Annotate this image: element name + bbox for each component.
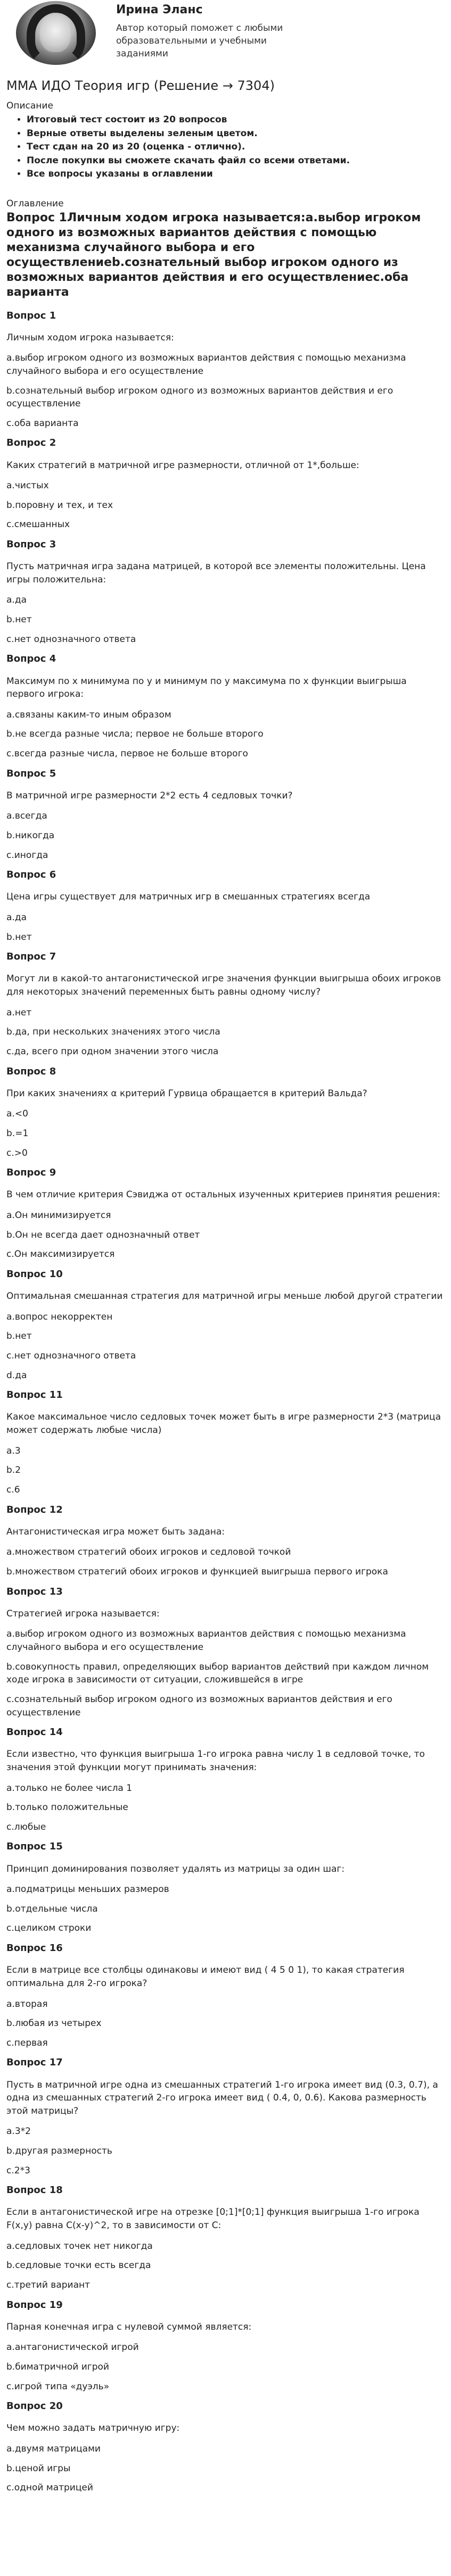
answer-option: b.нет <box>6 1331 32 1342</box>
question-text: Парная конечная игра с нулевой суммой является: <box>6 2321 252 2332</box>
question-12 <box>6 1503 445 1579</box>
description-item: • Тест сдан на 20 из 20 (оценка - отлично). <box>27 140 445 154</box>
question-title: Вопрос 11 <box>6 1389 63 1401</box>
answer-option: a.да <box>6 912 27 923</box>
answer-option: a.всегда <box>6 811 47 822</box>
question-text: В чем отличие критерия Сэвиджа от остальных изученных критериев принятия решения: <box>6 1189 440 1201</box>
answer-option: b.биматричной игрой <box>6 2362 109 2373</box>
question-text: В матричной игре размерности 2*2 есть 4 седловых точки? <box>6 790 293 801</box>
answer-option: b.нет <box>6 931 32 943</box>
answer-option: c.нет однозначного ответа <box>6 1350 136 1361</box>
question-title: Вопрос 2 <box>6 437 56 449</box>
avatar[interactable] <box>16 1 96 65</box>
answer-option: c.любые <box>6 1821 46 1832</box>
question-title: Вопрос 6 <box>6 869 56 881</box>
answer-option: b.да, при нескольких значениях этого числа <box>6 1027 220 1038</box>
answer-option: b.не всегда разные числа; первое не больше второго <box>6 729 264 740</box>
question-title: Вопрос 7 <box>6 951 56 963</box>
description-item: • Верные ответы выделены зеленым цветом. <box>27 127 445 141</box>
answer-option: c.целиком строки <box>6 1923 92 1934</box>
question-5 <box>6 767 445 862</box>
answer-option: c.одной матрицей <box>6 2482 93 2494</box>
answer-option: a.вторая <box>6 1998 48 2010</box>
question-text: Антагонистическая игра может быть задана: <box>6 1526 225 1537</box>
question-text: При каких значениях α критерий Гурвица обращается в критерий Вальда? <box>6 1088 367 1099</box>
question-title: Вопрос 18 <box>6 2185 63 2196</box>
answer-option: a.выбор игроком одного из возможных вариантов действия с помощью механизма случайного выбора и его осуществление <box>6 1629 406 1653</box>
answer-option: b.=1 <box>6 1128 29 1139</box>
question-19 <box>6 2298 445 2394</box>
question-18 <box>6 2183 445 2291</box>
toc-text: Вопрос 1Личным ходом игрока называется:а.выбор игроком одного из возможных вариантов действия с помощью механизма случайного выбора и его осуществлениеb.сознательный выбор игроком одного из возможных вариантов действия и его осуществлениес.оба варианта <box>6 211 421 299</box>
question-16 <box>6 1941 445 2049</box>
answer-option: a.двумя матрицами <box>6 2444 101 2455</box>
question-title: Вопрос 15 <box>6 1841 63 1853</box>
answer-option: a.подматрицы меньших размеров <box>6 1884 169 1895</box>
questions-list <box>6 309 445 2495</box>
question-4 <box>6 652 445 760</box>
question-title: Вопрос 17 <box>6 2057 63 2069</box>
question-text: Цена игры существует для матричных игр в смешанных стратегиях всегда <box>6 891 371 903</box>
question-title: Вопрос 19 <box>6 2299 63 2311</box>
answer-option: c.игрой типа «дуэль» <box>6 2381 110 2392</box>
question-text: Стратегией игрока называется: <box>6 1608 160 1619</box>
question-title: Вопрос 10 <box>6 1268 63 1280</box>
answer-option: c.смешанных <box>6 519 70 530</box>
avatar-face <box>40 13 71 52</box>
answer-option: d.да <box>6 1370 27 1381</box>
answer-option: c.всегда разные числа, первое не больше второго <box>6 748 248 760</box>
answer-option: b.2 <box>6 1465 21 1476</box>
answer-option: a.<0 <box>6 1108 28 1120</box>
answer-option: c.первая <box>6 2037 48 2048</box>
answer-option: b.сознательный выбор игроком одного из возможных вариантов действия и его осуществление <box>6 385 393 410</box>
question-6 <box>6 868 445 944</box>
answer-option: a.вопрос некорректен <box>6 1311 113 1322</box>
question-9 <box>6 1166 445 1261</box>
author-header <box>6 0 445 69</box>
question-title: Вопрос 14 <box>6 1727 63 1738</box>
question-text: Чем можно задать матричную игру: <box>6 2423 180 2434</box>
question-title: Вопрос 20 <box>6 2400 63 2412</box>
question-title: Вопрос 4 <box>6 653 56 665</box>
author-description: Автор который поможет с любыми образовательными и учебными заданиями <box>116 23 283 59</box>
answer-option: a.3*2 <box>6 2126 31 2137</box>
question-title: Вопрос 12 <box>6 1504 63 1515</box>
question-title: Вопрос 5 <box>6 768 56 779</box>
answer-option: c.оба варианта <box>6 418 79 429</box>
answer-option: b.совокупность правил, определяющих выбор вариантов действий при каждом личном ходе игрока в зависимости от ситуации, сложившейся в игре <box>6 1661 429 1686</box>
answer-option: a.нет <box>6 1007 32 1018</box>
question-text: Если в матрице все столбцы одинаковы и имеют вид ( 4 5 0 1), то какая стратегия оптимальна для 2-го игрока? <box>6 1965 405 1989</box>
question-11 <box>6 1388 445 1496</box>
question-text: Пусть в матричной игре одна из смешанных стратегий 1-го игрока имеет вид (0.3, 0.7), а одна из смешанных стратегий 2-го игрока имеет вид ( 0.4, 0, 0.6). Какова размерность этой матрицы? <box>6 2079 438 2116</box>
answer-option: b.множеством стратегий обоих игроков и функцией выигрыша первого игрока <box>6 1566 388 1577</box>
answer-option: a.3 <box>6 1445 21 1456</box>
question-1 <box>6 309 445 430</box>
question-17 <box>6 2056 445 2177</box>
answer-option: a.чистых <box>6 480 49 491</box>
author-info <box>96 1 308 61</box>
question-title: Вопрос 16 <box>6 1943 63 1954</box>
question-text: Какое максимальное число седловых точек может быть в игре размерности 2*3 (матрица может содержать любые числа) <box>6 1412 441 1436</box>
answer-option: b.седловые точки есть всегда <box>6 2260 151 2271</box>
answer-option: a.седловых точек нет никогда <box>6 2240 153 2252</box>
question-title: Вопрос 1 <box>6 310 56 321</box>
description-item: • Все вопросы указаны в оглавлении <box>27 168 445 181</box>
answer-option: b.отдельные числа <box>6 1903 98 1914</box>
question-7 <box>6 950 445 1058</box>
author-name[interactable]: Ирина Эланс <box>116 3 203 16</box>
question-title: Вопрос 8 <box>6 1065 56 1077</box>
answer-option: a.выбор игроком одного из возможных вариантов действия с помощью механизма случайного выбора и его осуществление <box>6 353 406 377</box>
answer-option: b.никогда <box>6 830 55 841</box>
answer-option: b.только положительные <box>6 1802 128 1813</box>
toc-label: Оглавление <box>6 198 64 209</box>
answer-option: b.любая из четырех <box>6 2018 102 2029</box>
description-item: • Итоговый тест состоит из 20 вопросов <box>27 113 445 127</box>
question-3 <box>6 538 445 646</box>
question-2 <box>6 436 445 531</box>
question-text: Оптимальная смешанная стратегия для матричной игры меньше любой другой стратегии <box>6 1291 443 1302</box>
answer-option: b.Он не всегда дает однозначный ответ <box>6 1229 200 1240</box>
question-title: Вопрос 9 <box>6 1167 56 1179</box>
question-title: Вопрос 3 <box>6 539 56 551</box>
answer-option: c.6 <box>6 1484 20 1495</box>
answer-option: c.третий вариант <box>6 2280 91 2291</box>
question-text: Каких стратегий в матричной игре размерности, отличной от 1*,больше: <box>6 460 359 471</box>
answer-option: a.множеством стратегий обоих игроков и седловой точкой <box>6 1547 291 1558</box>
question-text: Личным ходом игрока называется: <box>6 332 174 343</box>
answer-option: a.связаны каким-то иным образом <box>6 709 171 720</box>
answer-option: a.антагонистической игрой <box>6 2342 139 2353</box>
answer-option: b.поровну и тех, и тех <box>6 499 113 511</box>
answer-option: c.сознательный выбор игроком одного из возможных вариантов действия и его осуществление <box>6 1694 392 1718</box>
description-list <box>6 113 445 181</box>
question-text: Принцип доминирования позволяет удалять из матрицы за один шаг: <box>6 1863 345 1874</box>
question-text: Могут ли в какой-то антагонистической игре значения функции выигрыша обоих игроков для некоторых значений переменных быть равны одному числу? <box>6 973 441 998</box>
description-label: Описание <box>6 100 53 111</box>
answer-option: a.только не более числа 1 <box>6 1782 133 1794</box>
answer-option: b.другая размерность <box>6 2146 112 2157</box>
question-14 <box>6 1725 445 1833</box>
question-text: Если известно, что функция выигрыша 1-го игрока равна числу 1 в седловой точке, то значения этой функции могут принимать значения: <box>6 1749 425 1773</box>
answer-option: b.нет <box>6 614 32 626</box>
page-title: ММА ИДО Теория игр (Решение → 7304) <box>6 78 275 93</box>
question-text: Если в антагонистической игре на отрезке [0;1]*[0;1] функция выигрыша 1-го игрока F(x,y) равна C(x-y)^2, то в зависимости от C: <box>6 2207 420 2231</box>
answer-option: c.иногда <box>6 849 48 861</box>
question-8 <box>6 1065 445 1160</box>
question-15 <box>6 1840 445 1935</box>
description-item: • После покупки вы сможете скачать файл со всеми ответами. <box>27 154 445 168</box>
answer-option: b.ценой игры <box>6 2463 71 2474</box>
answer-option: c.2*3 <box>6 2165 30 2176</box>
answer-option: c.да, всего при одном значении этого числа <box>6 1046 219 1057</box>
question-text: Максимум по x минимума по y и минимум по y максимума по x функции выигрыша первого игрока: <box>6 676 407 700</box>
answer-option: a.да <box>6 595 27 606</box>
question-10 <box>6 1268 445 1382</box>
answer-option: c.Он максимизируется <box>6 1249 115 1260</box>
question-text: Пусть матричная игра задана матрицей, в которой все элементы положительны. Цена игры положительна: <box>6 561 426 585</box>
answer-option: a.Он минимизируется <box>6 1210 111 1221</box>
answer-option: c.нет однозначного ответа <box>6 633 136 645</box>
question-13 <box>6 1585 445 1720</box>
question-20 <box>6 2399 445 2495</box>
answer-option: c.>0 <box>6 1147 28 1158</box>
question-title: Вопрос 13 <box>6 1586 63 1597</box>
